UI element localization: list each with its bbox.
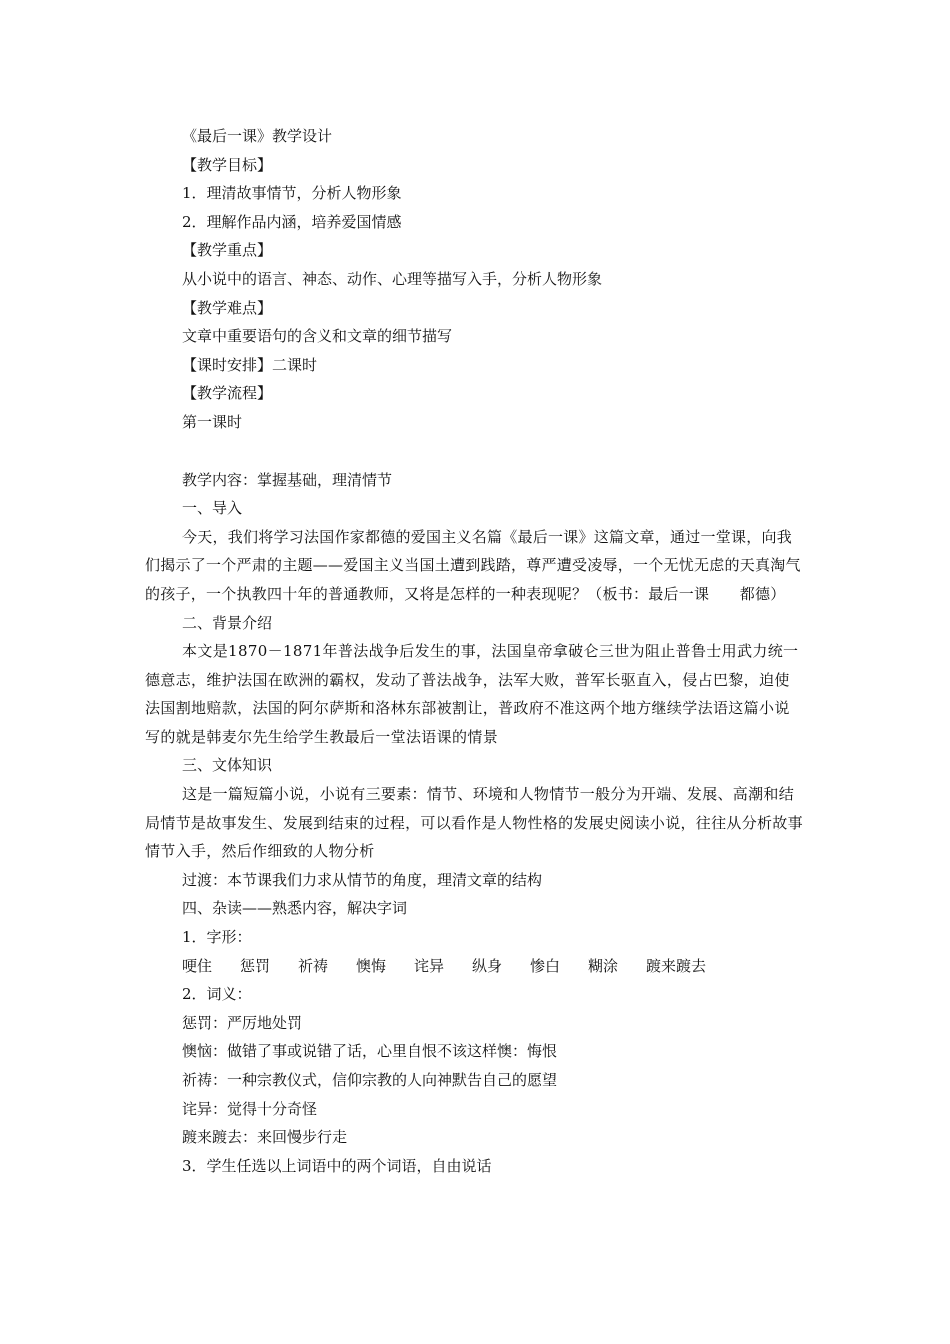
word-item: 纵身: [472, 956, 503, 975]
blank-line: [145, 437, 805, 466]
definition-2: 懊恼：做错了事或说错了话，心里自恨不该这样懊：悔恨: [182, 1042, 558, 1061]
word-list: [145, 952, 805, 981]
focus-text: 从小说中的语言、神态、动作、心理等描写入手，分析人物形象: [182, 269, 603, 288]
glyph-item-label: 1．字形：: [182, 928, 252, 947]
transition-line: 过渡：本节课我们力求从情节的角度，理清文章的结构: [182, 870, 543, 889]
focus-heading: 【教学重点】: [182, 241, 273, 260]
word-item: 诧异: [414, 956, 445, 975]
word-item: 糊涂: [588, 956, 619, 975]
section-intro-paragraph: 今天，我们将学习法国作家都德的爱国主义名篇《最后一课》这篇文章，通过一堂课，向我们揭示了一个严肃的主题——爱国主义当国土遭到践踏，尊严遭受凌辱，一个无忧无虑的天真淘气的孩子，一个执教四十年的普通教师，又将是怎样的一种表现呢？（板书：最后一课 都德）: [145, 527, 801, 603]
meaning-item-label: 2．词义：: [182, 985, 252, 1004]
section-background-heading: 二、背景介绍: [182, 613, 273, 632]
difficulty-heading: 【教学难点】: [182, 298, 273, 317]
definition-1: 惩罚：严厉地处罚: [182, 1013, 303, 1032]
word-item: 懊悔: [356, 956, 387, 975]
document-body: [145, 122, 805, 1180]
goal-item-1: 1．理清故事情节，分析人物形象: [182, 184, 402, 203]
section-reading-heading: 四、杂读——熟悉内容，解决字词: [182, 899, 408, 918]
word-item: 惨白: [530, 956, 561, 975]
goals-heading: 【教学目标】: [182, 155, 273, 174]
definition-3: 祈祷：一种宗教仪式，信仰宗教的人向神默告自己的愿望: [182, 1071, 558, 1089]
section-background-paragraph: 本文是1870－1871年普法战争后发生的事，法国皇帝拿破仑三世为阻止普鲁士用武力统一德意志，维护法国在欧洲的霸权，发动了普法战争，法军大败，普军长驱直入，侵占巴黎，迫使法国割地赔款，法国的阿尔萨斯和洛林东部被割让，普政府不准这两个地方继续学法语这篇小说写的就是韩麦尔先生给学生教最后一堂法语课的情景: [145, 642, 799, 746]
goal-item-2: 2．理解作品内涵，培养爱国情感: [182, 212, 402, 231]
word-item: 惩罚: [240, 956, 271, 975]
word-item: 祈祷: [298, 956, 329, 975]
section-genre-paragraph: 这是一篇短篇小说，小说有三要素：情节、环境和人物情节一般分为开端、发展、高潮和结局情节是故事发生、发展到结束的过程，可以看作是人物性格的发展史阅读小说，往往从分析故事情节入手，然后作细致的人物分析: [145, 785, 803, 861]
difficulty-text: 文章中重要语句的含义和文章的细节描写: [182, 327, 453, 346]
practice-item: 3．学生任选以上词语中的两个词语，自由说话: [182, 1156, 492, 1175]
section-genre-heading: 三、文体知识: [182, 756, 273, 775]
word-item: 踱来踱去: [646, 956, 707, 975]
definition-4: 诧异：觉得十分奇怪: [182, 1099, 318, 1118]
word-item: 哽住: [182, 956, 213, 975]
schedule-line: 【课时安排】二课时: [182, 355, 318, 374]
document-title: 《最后一课》教学设计: [182, 127, 333, 145]
section-intro-heading: 一、导入: [182, 499, 243, 518]
content-line: 教学内容：掌握基础，理清情节: [182, 470, 393, 489]
lesson-one-label: 第一课时: [182, 412, 243, 431]
definition-5: 踱来踱去：来回慢步行走: [182, 1128, 348, 1147]
process-heading: 【教学流程】: [182, 384, 273, 403]
